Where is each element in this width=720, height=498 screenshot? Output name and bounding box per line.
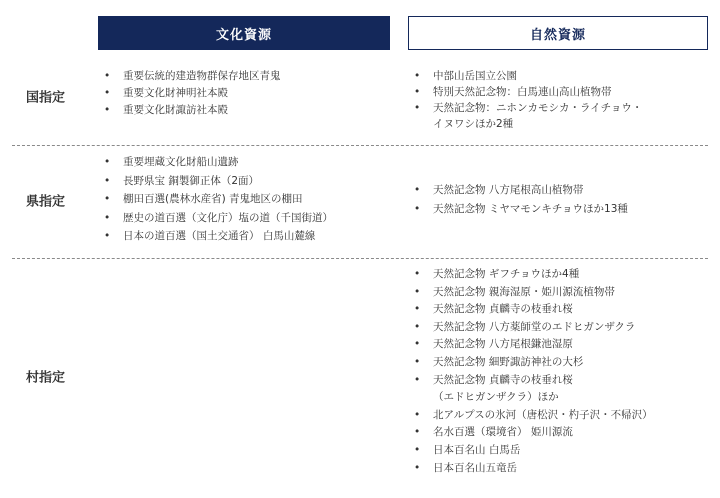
row-divider [12,145,708,146]
row-label-prefectural: 県指定 [26,194,66,210]
list-item: • 重要文化財神明社本殿 [104,85,394,102]
list-item: • 日本百名山五竜岳 [414,460,714,478]
header-natural-resources: 自然資源 [408,16,708,50]
row-label-national: 国指定 [26,90,66,106]
list-item: • 天然記念物：ニホンカモシカ・ライチョウ・ イヌワシほか2種 [414,100,710,132]
list-item: • 天然記念物 八方尾根高山植物帯 [414,181,710,200]
list-item: • 歴史の道百選（文化庁）塩の道（千国街道） [104,209,400,228]
village-nature-list [414,266,714,477]
prefectural-culture-list [104,153,400,246]
list-item: • 北アルプスの氷河（唐松沢・杓子沢・不帰沢） [414,407,714,425]
national-culture-list [104,68,394,119]
list-item: • 天然記念物 貞麟寺の枝垂れ桜 [414,301,714,319]
list-item: • 天然記念物 ギフチョウほか4種 [414,266,714,284]
header-culture-resources: 文化資源 [98,16,390,50]
list-item: • 棚田百選(農林水産省) 青鬼地区の棚田 [104,190,400,209]
list-item: • 天然記念物 八方尾根鎌池湿原 [414,336,714,354]
list-item: • 天然記念物 細野諏訪神社の大杉 [414,354,714,372]
list-item: • 天然記念物 八方薬師堂のエドヒガンザクラ [414,319,714,337]
list-item: • 中部山岳国立公園 [414,68,710,84]
row-divider [12,258,708,259]
list-item: • 重要伝統的建造物群保存地区青鬼 [104,68,394,85]
list-item: • 重要文化財諏訪社本殿 [104,102,394,119]
list-item: • 重要埋蔵文化財船山遺跡 [104,153,400,172]
list-item: • 名水百選（環境省） 姫川源流 [414,424,714,442]
list-item: • 特別天然記念物：白馬連山高山植物帯 [414,84,710,100]
list-item: • 天然記念物 貞麟寺の枝垂れ桜 （エドヒガンザクラ）ほか [414,372,714,407]
list-item: • 天然記念物 親海湿原・姫川源流植物帯 [414,284,714,302]
national-nature-list [414,68,710,132]
prefectural-nature-list [414,181,710,219]
list-item: • 日本の道百選（国土交通省） 白馬山麓線 [104,227,400,246]
list-item: • 天然記念物 ミヤマモンキチョウほか13種 [414,200,710,219]
list-item: • 長野県宝 銅製御正体（2面） [104,172,400,191]
row-label-village: 村指定 [26,370,66,386]
list-item: • 日本百名山 白馬岳 [414,442,714,460]
